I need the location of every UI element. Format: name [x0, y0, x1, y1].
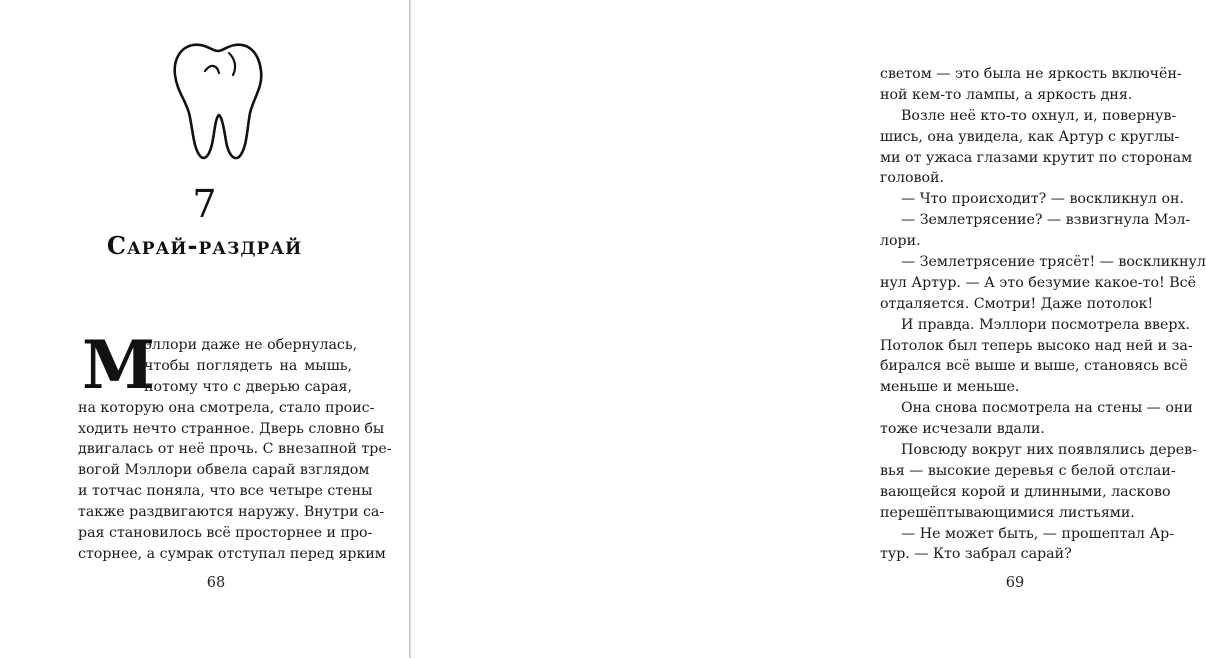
text-line: — Землетрясение? — взвизгнула Мэл- [901, 212, 1191, 229]
text-line: — Что происходит? — воскликнул он. [901, 191, 1184, 208]
text-line: также раздвигаются наружу. Внутри са- [78, 504, 385, 521]
text-line: эллори даже не обернулась, [144, 337, 358, 353]
tooth-icon [171, 39, 265, 163]
text-line: Потолок был теперь высоко над ней и за- [880, 337, 1193, 354]
left-page-body [78, 335, 392, 565]
text-line: чтобы поглядеть на мышь, [144, 357, 352, 374]
text-line: Повсюду вокруг них появлялись дерев- [901, 442, 1197, 459]
text-line: — Не может быть, — прошептал Ар- [901, 525, 1175, 542]
text-line: тоже исчезали вдали. [880, 421, 1045, 438]
text-line: головой. [880, 170, 945, 187]
text-line: потому что с дверью сарая, [144, 378, 352, 395]
chapter-title: Сарай-раздрай [106, 231, 303, 260]
text-line: вья — высокие деревья с белой отслаи- [880, 462, 1176, 479]
text-line: шись, она увидела, как Артур с круглы- [880, 128, 1180, 145]
text-line: — Землетрясение трясёт! — воскликнул [901, 254, 1206, 271]
text-line: тур. — Кто забрал сарай? [880, 546, 1072, 563]
text-line: рая становилось всё просторнее и про- [78, 525, 373, 542]
text-line: бирался всё выше и выше, становясь всё [880, 358, 1188, 375]
drop-cap: М [82, 326, 156, 404]
text-line: лори. [880, 233, 921, 250]
text-line: И правда. Мэллори посмотрела вверх. [901, 316, 1190, 333]
text-line: и тотчас поняла, что все четыре стены [78, 483, 373, 500]
text-line: Она снова посмотрела на стены — они [901, 400, 1193, 417]
text-line: перешёптывающимися листьями. [880, 504, 1135, 521]
text-line: сторнее, а сумрак отступал перед ярким [78, 545, 386, 562]
text-line: двигалась от неё прочь. С внезапной тре- [78, 441, 392, 458]
text-line: ходить нечто странное. Дверь словно бы [78, 420, 385, 437]
left-page [0, 0, 409, 658]
text-line: ной кем-то лампы, а яркость дня. [880, 86, 1133, 103]
text-line: ми от ужаса глазами крутит по сторонам [880, 149, 1193, 166]
page-number: 69 [1005, 575, 1025, 591]
text-line: на которую она смотрела, стало проис- [78, 399, 375, 416]
text-line: отдаляется. Смотри! Даже потолок! [880, 295, 1154, 312]
text-line: нул Артур. — А это безумие какое-то! Всё [880, 274, 1196, 291]
right-page-body [880, 64, 1206, 565]
right-page [411, 0, 1206, 658]
page-number: 68 [206, 575, 226, 591]
text-line: вогой Мэллори обвела сарай взглядом [78, 462, 370, 479]
text-line: Возле неё кто-то охнул, и, повернув- [901, 107, 1177, 124]
chapter-number: 7 [192, 182, 217, 226]
text-line: меньше и меньше. [880, 379, 1020, 396]
text-line: светом — это была не яркость включён- [880, 66, 1182, 82]
text-line: вающейся корой и длинными, ласково [880, 483, 1171, 500]
